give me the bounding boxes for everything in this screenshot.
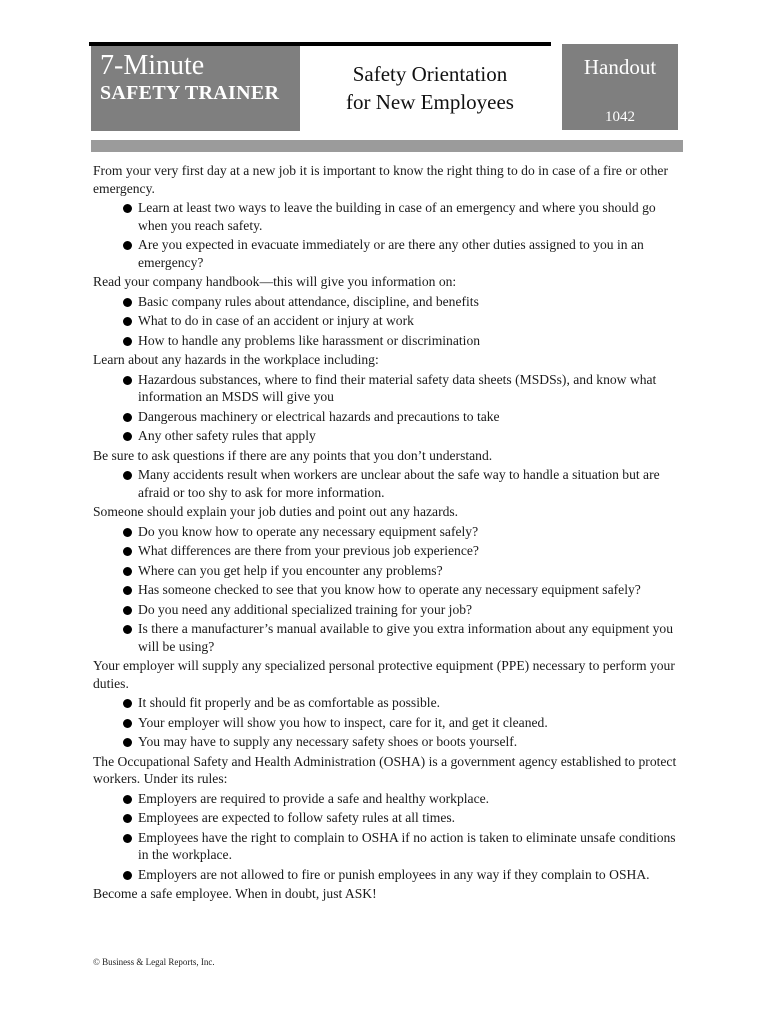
bullet-icon — [123, 337, 132, 346]
brand-box — [91, 46, 300, 131]
bullet-icon — [123, 528, 132, 537]
bullet-icon — [123, 317, 132, 326]
bullet-item — [120, 312, 683, 330]
section-paragraph: Be sure to ask questions if there are any points that you don’t understand. — [93, 447, 493, 463]
brand-subtitle: SAFETY TRAINER — [100, 82, 280, 104]
bullet-item — [120, 523, 683, 541]
bullet-list — [93, 293, 683, 350]
bullet-icon — [123, 606, 132, 615]
bullet-icon — [123, 567, 132, 576]
document-body — [93, 162, 683, 905]
bullet-icon — [123, 547, 132, 556]
section-paragraph: Learn about any hazards in the workplace including: — [93, 352, 379, 367]
bullet-text: Employers are required to provide a safe and healthy workplace. — [138, 790, 490, 806]
bullet-item — [120, 466, 683, 501]
handout-box — [562, 44, 678, 130]
bullet-text: Hazardous substances, where to find their material safety data sheets (MSDSs), and know what information an MSDS will give you — [138, 371, 657, 404]
bullet-list — [93, 523, 683, 656]
bullet-item — [120, 542, 683, 560]
bullet-text: What to do in case of an accident or injury at work — [138, 313, 414, 328]
bullet-icon — [123, 586, 132, 595]
bullet-list — [93, 466, 683, 501]
bullet-text: Basic company rules about attendance, discipline, and benefits — [138, 293, 479, 309]
bullet-item — [120, 620, 683, 655]
bullet-item — [120, 371, 683, 406]
bullet-icon — [123, 871, 132, 880]
bullet-icon — [123, 795, 132, 804]
bullet-text: Do you know how to operate any necessary equipment safely? — [138, 523, 479, 539]
bullet-item — [120, 408, 683, 426]
bullet-item — [120, 293, 683, 311]
bullet-icon — [123, 298, 132, 307]
section-paragraph: The Occupational Safety and Health Administration (OSHA) is a government agency established to protect workers. Under its rules: — [93, 753, 677, 786]
bullet-item — [120, 714, 683, 732]
bullet-text: Do you need any additional specialized training for your job? — [138, 601, 473, 617]
bullet-text: It should fit properly and be as comfortable as possible. — [138, 695, 441, 710]
bullet-icon — [123, 241, 132, 250]
bullet-text: Employers are not allowed to fire or punish employees in any way if they complain to OSHA. — [138, 866, 650, 882]
section-paragraph: Someone should explain your job duties and point out any hazards. — [93, 504, 459, 519]
bullet-icon — [123, 413, 132, 422]
bullet-item — [120, 809, 683, 827]
bullet-text: Many accidents result when workers are unclear about the safe way to handle a situation but are afraid or too shy to ask for more information. — [138, 467, 660, 500]
bullet-icon — [123, 699, 132, 708]
bullet-icon — [123, 719, 132, 728]
section-paragraph: From your very first day at a new job it is important to know the right thing to do in case of a fire or other emergency. — [93, 163, 668, 196]
bullet-list — [93, 199, 683, 271]
bullet-icon — [123, 432, 132, 441]
bullet-text: Employees are expected to follow safety rules at all times. — [138, 810, 456, 825]
bullet-item — [120, 733, 683, 751]
title-line-1: Safety Orientation — [352, 62, 508, 86]
bullet-icon — [123, 204, 132, 213]
bullet-item — [120, 694, 683, 712]
bullet-text: Dangerous machinery or electrical hazards and precautions to take — [138, 408, 500, 424]
page-title — [310, 60, 550, 116]
bullet-icon — [123, 738, 132, 747]
bullet-list — [93, 694, 683, 751]
section-paragraph: Your employer will supply any specialized personal protective equipment (PPE) necessary to perform your duties. — [93, 658, 675, 691]
bullet-text: What differences are there from your previous job experience? — [138, 543, 479, 558]
copyright-footer: © Business & Legal Reports, Inc. — [93, 957, 215, 967]
bullet-text: Employees have the right to complain to OSHA if no action is taken to eliminate unsafe conditions in the workplace. — [138, 829, 676, 862]
bullet-text: You may have to supply any necessary safety shoes or boots yourself. — [138, 734, 518, 749]
bullet-icon — [123, 834, 132, 843]
title-line-2: for New Employees — [346, 90, 514, 114]
bullet-icon — [123, 814, 132, 823]
bullet-item — [120, 829, 683, 864]
bullet-text: Has someone checked to see that you know how to operate any necessary equipment safely? — [138, 582, 641, 597]
bullet-item — [120, 866, 683, 884]
bullet-item — [120, 236, 683, 271]
bullet-icon — [123, 376, 132, 385]
bullet-text: Learn at least two ways to leave the building in case of an emergency and where you should go when you reach safety. — [138, 200, 656, 233]
section-paragraph: Become a safe employee. When in doubt, just ASK! — [93, 886, 377, 901]
header-divider-bar — [91, 140, 683, 152]
bullet-item — [120, 562, 683, 580]
bullet-item — [120, 427, 683, 445]
bullet-text: Your employer will show you how to inspect, care for it, and get it cleaned. — [138, 714, 548, 730]
section-paragraph: Read your company handbook—this will give you information on: — [93, 274, 457, 289]
handout-label: Handout — [583, 55, 657, 79]
bullet-text: How to handle any problems like harassment or discrimination — [138, 332, 481, 348]
brand-title: 7-Minute — [100, 50, 205, 81]
bullet-text: Are you expected in evacuate immediately or are there any other duties assigned to you in an emergency? — [138, 237, 644, 270]
bullet-text: Is there a manufacturer’s manual available to give you extra information about any equipment you will be using? — [138, 621, 674, 654]
bullet-list — [93, 371, 683, 445]
bullet-text: Where can you get help if you encounter any problems? — [138, 562, 443, 578]
bullet-list — [93, 790, 683, 884]
bullet-text: Any other safety rules that apply — [138, 428, 316, 443]
bullet-item — [120, 581, 683, 599]
bullet-item — [120, 601, 683, 619]
bullet-item — [120, 199, 683, 234]
handout-number: 1042 — [605, 109, 635, 125]
bullet-icon — [123, 471, 132, 480]
bullet-icon — [123, 625, 132, 634]
bullet-item — [120, 332, 683, 350]
bullet-item — [120, 790, 683, 808]
